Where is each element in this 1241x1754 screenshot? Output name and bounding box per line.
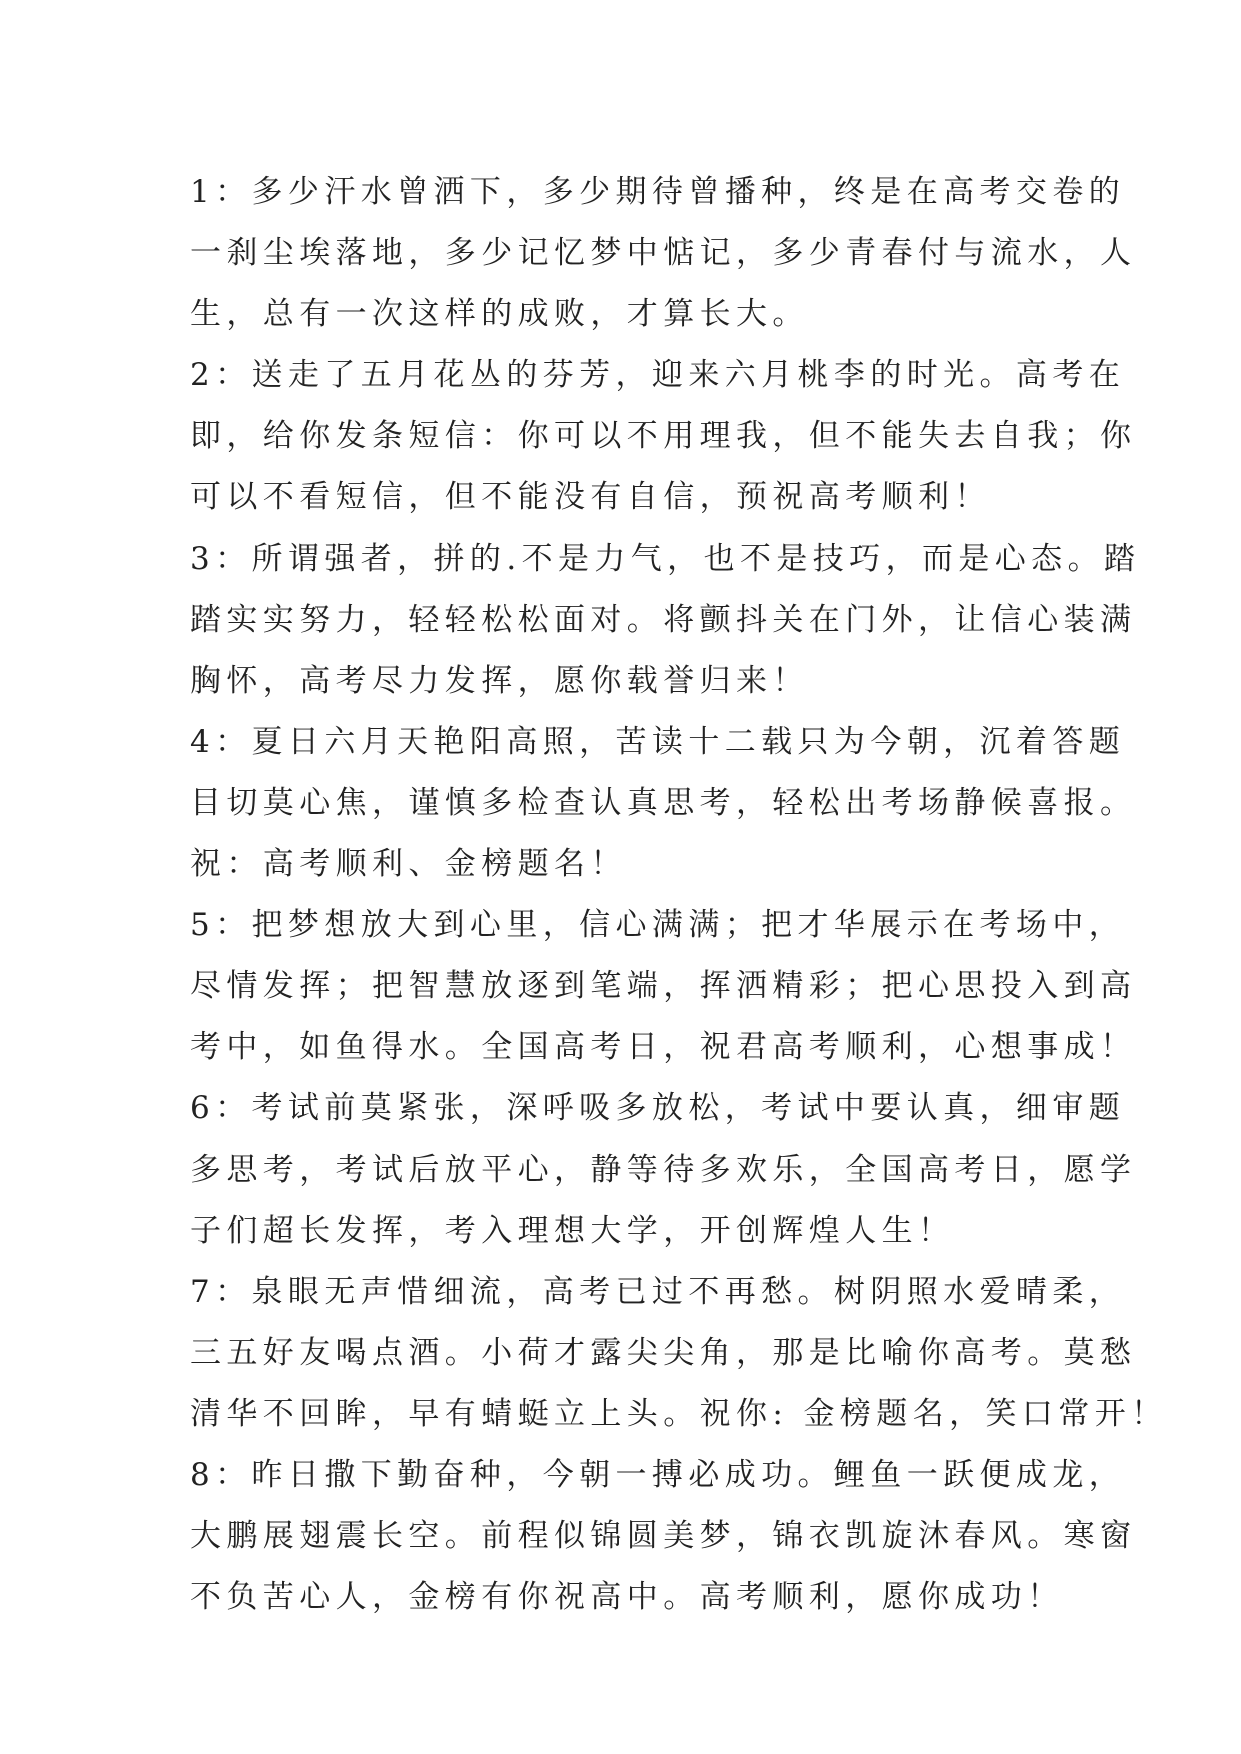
text-line: 3：所谓强者，拼的.不是力气，也不是技巧，而是心态。踏 (190, 540, 1141, 577)
text-line: 目切莫心焦，谨慎多检查认真思考，轻松出考场静候喜报。 (190, 784, 1137, 821)
text-line: 胸怀，高考尽力发挥，愿你载誉归来！ (190, 662, 809, 699)
text-line: 一刹尘埃落地，多少记忆梦中惦记，多少青春付与流水，人 (190, 235, 1137, 272)
text-line: 1：多少汗水曾洒下，多少期待曾播种，终是在高考交卷的 (190, 174, 1126, 210)
text-line: 子们超长发挥，考入理想大学，开创辉煌人生！ (190, 1212, 955, 1249)
text-line: 即，给你发条短信：你可以不用理我，但不能失去自我；你 (190, 418, 1137, 455)
text-line: 三五好友喝点酒。小荷才露尖尖角，那是比喻你高考。莫愁 (190, 1334, 1137, 1371)
text-line: 祝：高考顺利、金榜题名！ (190, 846, 627, 883)
text-line: 多思考，考试后放平心，静等待多欢乐，全国高考日，愿学 (190, 1151, 1137, 1188)
text-line: 生，总有一次这样的成败，才算长大。 (190, 296, 809, 333)
text-line: 7：泉眼无声惜细流，高考已过不再愁。树阴照水爱晴柔， (190, 1273, 1126, 1310)
text-line: 大鹏展翅震长空。前程似锦圆美梦，锦衣凯旋沐春风。寒窗 (190, 1518, 1137, 1555)
text-line: 可以不看短信，但不能没有自信，预祝高考顺利！ (190, 479, 991, 516)
text-line: 考中，如鱼得水。全国高考日，祝君高考顺利，心想事成！ (190, 1029, 1137, 1066)
text-line: 不负苦心人，金榜有你祝高中。高考顺利，愿你成功！ (190, 1579, 1064, 1616)
text-line: 4：夏日六月天艳阳高照，苦读十二载只为今朝，沉着答题 (190, 723, 1126, 760)
text-line: 8：昨日撒下勤奋种，今朝一搏必成功。鲤鱼一跃便成龙， (190, 1456, 1126, 1493)
text-line: 尽情发挥；把智慧放逐到笔端，挥洒精彩；把心思投入到高 (190, 968, 1137, 1005)
text-line: 清华不回眸，早有蜻蜓立上头。祝你: 金榜题名，笑口常开！ (190, 1395, 1168, 1432)
text-line: 5：把梦想放大到心里，信心满满；把才华展示在考场中， (190, 907, 1126, 944)
document-body (190, 162, 1168, 1628)
text-line: 踏实实努力，轻轻松松面对。将颤抖关在门外，让信心装满 (190, 601, 1137, 638)
text-line: 6：考试前莫紧张，深呼吸多放松，考试中要认真，细审题 (190, 1090, 1126, 1127)
text-line: 2：送走了五月花丛的芬芳，迎来六月桃李的时光。高考在 (190, 357, 1126, 394)
